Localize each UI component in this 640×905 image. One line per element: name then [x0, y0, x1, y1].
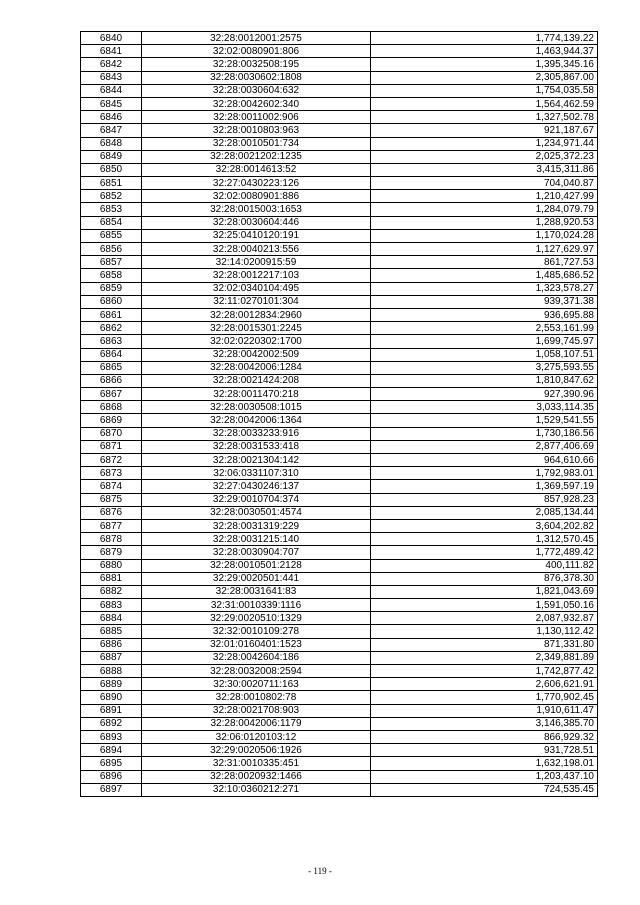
table-row	[81, 203, 598, 216]
amount-cell: 871,331.80	[371, 638, 598, 651]
cadastral-number-cell: 32:25:0410120:191	[142, 229, 371, 242]
row-number-cell: 6848	[81, 137, 142, 150]
cadastral-number-cell: 32:28:0010803:963	[142, 124, 371, 137]
amount-cell: 3,275,593.55	[371, 361, 598, 374]
amount-cell: 1,742,877.42	[371, 665, 598, 678]
amount-cell: 1,369,597.19	[371, 480, 598, 493]
table-row	[81, 269, 598, 282]
cadastral-number-cell: 32:02:0080901:886	[142, 190, 371, 203]
cadastral-number-cell: 32:28:0031533:418	[142, 440, 371, 453]
cadastral-number-cell: 32:28:0030501:4574	[142, 506, 371, 519]
row-number-cell: 6847	[81, 124, 142, 137]
row-number-cell: 6894	[81, 744, 142, 757]
amount-cell: 857,928.23	[371, 493, 598, 506]
cadastral-number-cell: 32:28:0042006:1284	[142, 361, 371, 374]
cadastral-number-cell: 32:28:0040213:556	[142, 243, 371, 256]
table-row	[81, 678, 598, 691]
cadastral-number-cell: 32:28:0042602:340	[142, 97, 371, 110]
row-number-cell: 6890	[81, 691, 142, 704]
amount-cell: 1,564,462.59	[371, 97, 598, 110]
cadastral-number-cell: 32:28:0021424:208	[142, 374, 371, 387]
row-number-cell: 6852	[81, 190, 142, 203]
amount-cell: 1,792,983.01	[371, 467, 598, 480]
cadastral-number-cell: 32:28:0014613:52	[142, 163, 371, 176]
table-row	[81, 519, 598, 532]
table-row	[81, 427, 598, 440]
table-row	[81, 177, 598, 190]
cadastral-number-cell: 32:28:0010501:2128	[142, 559, 371, 572]
table-row	[81, 163, 598, 176]
amount-cell: 1,485,686.52	[371, 269, 598, 282]
table-row	[81, 401, 598, 414]
table-row	[81, 111, 598, 124]
amount-cell: 1,327,502.78	[371, 111, 598, 124]
row-number-cell: 6841	[81, 45, 142, 58]
table-row	[81, 308, 598, 321]
amount-cell: 1,632,198.01	[371, 757, 598, 770]
table-row	[81, 480, 598, 493]
table-row	[81, 322, 598, 335]
row-number-cell: 6885	[81, 625, 142, 638]
amount-cell: 1,529,541.55	[371, 414, 598, 427]
table-row	[81, 467, 598, 480]
amount-cell: 2,305,867.00	[371, 71, 598, 84]
table-row	[81, 651, 598, 664]
amount-cell: 1,463,944.37	[371, 45, 598, 58]
cadastral-number-cell: 32:28:0021304:142	[142, 454, 371, 467]
row-number-cell: 6887	[81, 651, 142, 664]
table-row	[81, 744, 598, 757]
table-row	[81, 665, 598, 678]
row-number-cell: 6891	[81, 704, 142, 717]
cadastral-number-cell: 32:28:0042006:1364	[142, 414, 371, 427]
cadastral-number-cell: 32:10:0360212:271	[142, 783, 371, 796]
cadastral-number-cell: 32:06:0331107:310	[142, 467, 371, 480]
cadastral-number-cell: 32:28:0042604:186	[142, 651, 371, 664]
amount-cell: 1,203,437.10	[371, 770, 598, 783]
row-number-cell: 6866	[81, 374, 142, 387]
table-row	[81, 361, 598, 374]
cadastral-number-cell: 32:31:0010335:451	[142, 757, 371, 770]
row-number-cell: 6881	[81, 572, 142, 585]
table-row	[81, 493, 598, 506]
table-row	[81, 638, 598, 651]
amount-cell: 1,770,902.45	[371, 691, 598, 704]
table-row	[81, 454, 598, 467]
amount-cell: 3,033,114.35	[371, 401, 598, 414]
table-row	[81, 559, 598, 572]
amount-cell: 921,187.67	[371, 124, 598, 137]
table-row	[81, 84, 598, 97]
amount-cell: 1,754,035.58	[371, 84, 598, 97]
row-number-cell: 6882	[81, 585, 142, 598]
cadastral-number-cell: 32:28:0011470:218	[142, 388, 371, 401]
amount-cell: 931,728.51	[371, 744, 598, 757]
amount-cell: 1,730,186.56	[371, 427, 598, 440]
amount-cell: 861,727.53	[371, 256, 598, 269]
table-row	[81, 124, 598, 137]
row-number-cell: 6888	[81, 665, 142, 678]
table-row	[81, 295, 598, 308]
amount-cell: 1,772,489.42	[371, 546, 598, 559]
amount-cell: 1,130,112.42	[371, 625, 598, 638]
table-row	[81, 335, 598, 348]
cadastral-number-cell: 32:02:0220302:1700	[142, 335, 371, 348]
cadastral-number-cell: 32:29:0020501:441	[142, 572, 371, 585]
amount-cell: 964,610.66	[371, 454, 598, 467]
row-number-cell: 6873	[81, 467, 142, 480]
cadastral-number-cell: 32:28:0032508:195	[142, 58, 371, 71]
row-number-cell: 6860	[81, 295, 142, 308]
cadastral-number-cell: 32:29:0010704:374	[142, 493, 371, 506]
table-row	[81, 783, 598, 796]
parcel-table-body	[81, 32, 598, 797]
amount-cell: 1,234,971.44	[371, 137, 598, 150]
row-number-cell: 6856	[81, 243, 142, 256]
amount-cell: 1,810,847.62	[371, 374, 598, 387]
cadastral-number-cell: 32:28:0020932:1466	[142, 770, 371, 783]
row-number-cell: 6858	[81, 269, 142, 282]
row-number-cell: 6840	[81, 32, 142, 45]
table-row	[81, 71, 598, 84]
table-row	[81, 190, 598, 203]
row-number-cell: 6851	[81, 177, 142, 190]
row-number-cell: 6896	[81, 770, 142, 783]
row-number-cell: 6870	[81, 427, 142, 440]
table-row	[81, 704, 598, 717]
row-number-cell: 6845	[81, 97, 142, 110]
table-row	[81, 216, 598, 229]
amount-cell: 1,821,043.69	[371, 585, 598, 598]
cadastral-number-cell: 32:28:0033233:916	[142, 427, 371, 440]
row-number-cell: 6867	[81, 388, 142, 401]
amount-cell: 927,390.96	[371, 388, 598, 401]
cadastral-number-cell: 32:28:0012001:2575	[142, 32, 371, 45]
row-number-cell: 6883	[81, 599, 142, 612]
row-number-cell: 6849	[81, 150, 142, 163]
row-number-cell: 6842	[81, 58, 142, 71]
table-row	[81, 137, 598, 150]
cadastral-number-cell: 32:28:0030604:446	[142, 216, 371, 229]
table-row	[81, 691, 598, 704]
page-number: - 119 -	[308, 866, 332, 876]
row-number-cell: 6895	[81, 757, 142, 770]
table-row	[81, 32, 598, 45]
row-number-cell: 6880	[81, 559, 142, 572]
amount-cell: 866,929.32	[371, 730, 598, 743]
row-number-cell: 6875	[81, 493, 142, 506]
cadastral-number-cell: 32:28:0010501:734	[142, 137, 371, 150]
row-number-cell: 6897	[81, 783, 142, 796]
amount-cell: 1,127,629.97	[371, 243, 598, 256]
amount-cell: 876,378.30	[371, 572, 598, 585]
table-row	[81, 506, 598, 519]
amount-cell: 3,415,311.86	[371, 163, 598, 176]
table-row	[81, 348, 598, 361]
amount-cell: 1,910,611.47	[371, 704, 598, 717]
cadastral-number-cell: 32:28:0032008:2594	[142, 665, 371, 678]
amount-cell: 400,111.82	[371, 559, 598, 572]
table-row	[81, 770, 598, 783]
table-row	[81, 572, 598, 585]
amount-cell: 1,699,745.97	[371, 335, 598, 348]
table-row	[81, 229, 598, 242]
amount-cell: 3,146,385.70	[371, 717, 598, 730]
amount-cell: 2,553,161.99	[371, 322, 598, 335]
row-number-cell: 6855	[81, 229, 142, 242]
cadastral-number-cell: 32:30:0020711:163	[142, 678, 371, 691]
row-number-cell: 6853	[81, 203, 142, 216]
row-number-cell: 6876	[81, 506, 142, 519]
row-number-cell: 6874	[81, 480, 142, 493]
row-number-cell: 6850	[81, 163, 142, 176]
amount-cell: 3,604,202.82	[371, 519, 598, 532]
row-number-cell: 6877	[81, 519, 142, 532]
table-row	[81, 414, 598, 427]
row-number-cell: 6854	[81, 216, 142, 229]
row-number-cell: 6879	[81, 546, 142, 559]
amount-cell: 2,025,372.23	[371, 150, 598, 163]
cadastral-number-cell: 32:14:0200915:59	[142, 256, 371, 269]
amount-cell: 1,288,920.53	[371, 216, 598, 229]
cadastral-number-cell: 32:28:0031319:229	[142, 519, 371, 532]
cadastral-number-cell: 32:32:0010109:278	[142, 625, 371, 638]
amount-cell: 1,774,139.22	[371, 32, 598, 45]
table-row	[81, 757, 598, 770]
cadastral-number-cell: 32:29:0020506:1926	[142, 744, 371, 757]
cadastral-number-cell: 32:28:0010802:78	[142, 691, 371, 704]
table-row	[81, 612, 598, 625]
row-number-cell: 6864	[81, 348, 142, 361]
table-row	[81, 374, 598, 387]
table-row	[81, 150, 598, 163]
table-row	[81, 546, 598, 559]
cadastral-number-cell: 32:27:0430246:137	[142, 480, 371, 493]
row-number-cell: 6843	[81, 71, 142, 84]
amount-cell: 2,877,406.69	[371, 440, 598, 453]
amount-cell: 1,591,050.16	[371, 599, 598, 612]
cadastral-number-cell: 32:28:0012834:2960	[142, 308, 371, 321]
cadastral-number-cell: 32:28:0031215:140	[142, 533, 371, 546]
cadastral-number-cell: 32:28:0030904:707	[142, 546, 371, 559]
cadastral-number-cell: 32:28:0042002:509	[142, 348, 371, 361]
cadastral-number-cell: 32:01:0160401:1523	[142, 638, 371, 651]
row-number-cell: 6869	[81, 414, 142, 427]
cadastral-number-cell: 32:31:0010339:1116	[142, 599, 371, 612]
table-row	[81, 58, 598, 71]
amount-cell: 939,371.38	[371, 295, 598, 308]
cadastral-number-cell: 32:28:0021202:1235	[142, 150, 371, 163]
row-number-cell: 6886	[81, 638, 142, 651]
table-row	[81, 388, 598, 401]
cadastral-number-cell: 32:02:0080901:806	[142, 45, 371, 58]
row-number-cell: 6884	[81, 612, 142, 625]
amount-cell: 1,395,345.16	[371, 58, 598, 71]
cadastral-number-cell: 32:28:0030508:1015	[142, 401, 371, 414]
cadastral-number-cell: 32:29:0020510:1329	[142, 612, 371, 625]
row-number-cell: 6865	[81, 361, 142, 374]
table-row	[81, 243, 598, 256]
table-row	[81, 256, 598, 269]
amount-cell: 1,284,079.79	[371, 203, 598, 216]
table-row	[81, 533, 598, 546]
row-number-cell: 6871	[81, 440, 142, 453]
amount-cell: 936,695.88	[371, 308, 598, 321]
amount-cell: 1,323,578.27	[371, 282, 598, 295]
amount-cell: 704,040.87	[371, 177, 598, 190]
table-row	[81, 585, 598, 598]
amount-cell: 1,312,570.45	[371, 533, 598, 546]
table-row	[81, 45, 598, 58]
row-number-cell: 6859	[81, 282, 142, 295]
cadastral-number-cell: 32:28:0011002:906	[142, 111, 371, 124]
cadastral-number-cell: 32:28:0015301:2245	[142, 322, 371, 335]
row-number-cell: 6893	[81, 730, 142, 743]
amount-cell: 1,170,024.28	[371, 229, 598, 242]
amount-cell: 1,210,427.99	[371, 190, 598, 203]
amount-cell: 1,058,107.51	[371, 348, 598, 361]
table-row	[81, 97, 598, 110]
row-number-cell: 6889	[81, 678, 142, 691]
amount-cell: 724,535.45	[371, 783, 598, 796]
row-number-cell: 6892	[81, 717, 142, 730]
cadastral-number-cell: 32:28:0021708:903	[142, 704, 371, 717]
cadastral-number-cell: 32:02:0340104:495	[142, 282, 371, 295]
row-number-cell: 6844	[81, 84, 142, 97]
row-number-cell: 6868	[81, 401, 142, 414]
table-row	[81, 440, 598, 453]
row-number-cell: 6863	[81, 335, 142, 348]
amount-cell: 2,085,134.44	[371, 506, 598, 519]
cadastral-number-cell: 32:28:0030602:1808	[142, 71, 371, 84]
row-number-cell: 6861	[81, 308, 142, 321]
amount-cell: 2,087,932.87	[371, 612, 598, 625]
table-row	[81, 717, 598, 730]
cadastral-number-cell: 32:28:0012217:103	[142, 269, 371, 282]
cadastral-number-cell: 32:06:0120103:12	[142, 730, 371, 743]
row-number-cell: 6846	[81, 111, 142, 124]
cadastral-number-cell: 32:28:0030604:632	[142, 84, 371, 97]
cadastral-number-cell: 32:11:0270101:304	[142, 295, 371, 308]
row-number-cell: 6862	[81, 322, 142, 335]
row-number-cell: 6872	[81, 454, 142, 467]
table-row	[81, 625, 598, 638]
row-number-cell: 6857	[81, 256, 142, 269]
cadastral-number-cell: 32:27:0430223:126	[142, 177, 371, 190]
table-row	[81, 599, 598, 612]
amount-cell: 2,349,881.89	[371, 651, 598, 664]
table-row	[81, 730, 598, 743]
amount-cell: 2,606,621.91	[371, 678, 598, 691]
cadastral-number-cell: 32:28:0015003:1653	[142, 203, 371, 216]
row-number-cell: 6878	[81, 533, 142, 546]
cadastral-number-cell: 32:28:0042006:1179	[142, 717, 371, 730]
parcel-table	[80, 31, 598, 797]
table-row	[81, 282, 598, 295]
cadastral-number-cell: 32:28:0031641:83	[142, 585, 371, 598]
